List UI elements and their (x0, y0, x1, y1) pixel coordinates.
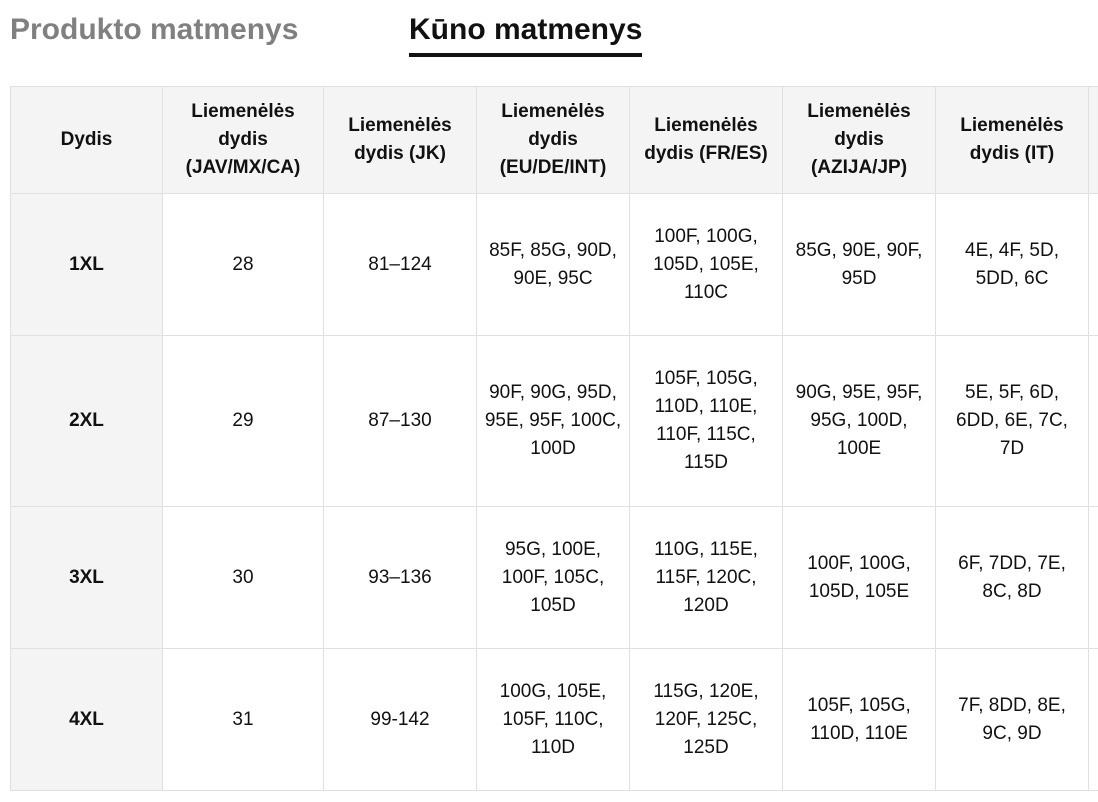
table-cell: 81–124 (324, 194, 477, 336)
tab-product-measurements[interactable]: Produkto matmenys (10, 13, 299, 46)
table-cell: 30 (163, 507, 324, 649)
table-cell: 93–136 (324, 507, 477, 649)
table-cell: 115G, 120E, 120F, 125C, 125D (630, 649, 783, 791)
table-cell: 99-142 (324, 649, 477, 791)
table-cell: 100F, 100G, 105D, 105E, 110C (630, 194, 783, 336)
table-cell: 90G, 95E, 95F, 95G, 100D, 100E (783, 336, 936, 507)
header-bra-size-it: Liemenėlės dydis (IT) (936, 87, 1089, 194)
table-row (11, 194, 1098, 336)
table-cell: 5E, 5F, 6D, 6DD, 6E, 7C, 7D (936, 336, 1089, 507)
table-cell: 31 (163, 649, 324, 791)
overflow-cell (1089, 649, 1098, 791)
table-cell: 95G, 100E, 100F, 105C, 105D (477, 507, 630, 649)
table-cell: 105F, 105G, 110D, 110E (783, 649, 936, 791)
table-cell: 100F, 100G, 105D, 105E (783, 507, 936, 649)
size-chart-table-container (10, 86, 1098, 793)
header-size: Dydis (11, 87, 163, 194)
measurement-tabs (10, 0, 1098, 60)
size-cell: 4XL (11, 649, 163, 791)
overflow-cell (1089, 507, 1098, 649)
size-cell: 1XL (11, 194, 163, 336)
table-cell: 110G, 115E, 115F, 120C, 120D (630, 507, 783, 649)
header-bra-size-uk: Liemenėlės dydis (JK) (324, 87, 477, 194)
table-cell: 90F, 90G, 95D, 95E, 95F, 100C, 100D (477, 336, 630, 507)
table-cell: 85G, 90E, 90F, 95D (783, 194, 936, 336)
header-overflow-column (1089, 87, 1098, 194)
table-cell: 100G, 105E, 105F, 110C, 110D (477, 649, 630, 791)
table-cell: 87–130 (324, 336, 477, 507)
table-cell: 85F, 85G, 90D, 90E, 95C (477, 194, 630, 336)
tab-body-measurements[interactable]: Kūno matmenys (409, 13, 643, 46)
table-cell: 6F, 7DD, 7E, 8C, 8D (936, 507, 1089, 649)
table-row (11, 507, 1098, 649)
size-cell: 3XL (11, 507, 163, 649)
table-cell: 105F, 105G, 110D, 110E, 110F, 115C, 115D (630, 336, 783, 507)
table-cell: 7F, 8DD, 8E, 9C, 9D (936, 649, 1089, 791)
table-cell: 28 (163, 194, 324, 336)
overflow-cell (1089, 336, 1098, 507)
overflow-cell (1089, 194, 1098, 336)
header-bra-size-fr: Liemenėlės dydis (FR/ES) (630, 87, 783, 194)
size-chart-table (10, 86, 1098, 791)
table-cell: 29 (163, 336, 324, 507)
table-row (11, 649, 1098, 791)
size-cell: 2XL (11, 336, 163, 507)
table-row (11, 336, 1098, 507)
header-bra-size-eu: Liemenėlės dydis (EU/DE/INT) (477, 87, 630, 194)
header-bra-size-asia: Liemenėlės dydis (AZIJA/JP) (783, 87, 936, 194)
header-bra-size-us: Liemenėlės dydis (JAV/MX/CA) (163, 87, 324, 194)
table-header-row (11, 87, 1098, 194)
table-cell: 4E, 4F, 5D, 5DD, 6C (936, 194, 1089, 336)
